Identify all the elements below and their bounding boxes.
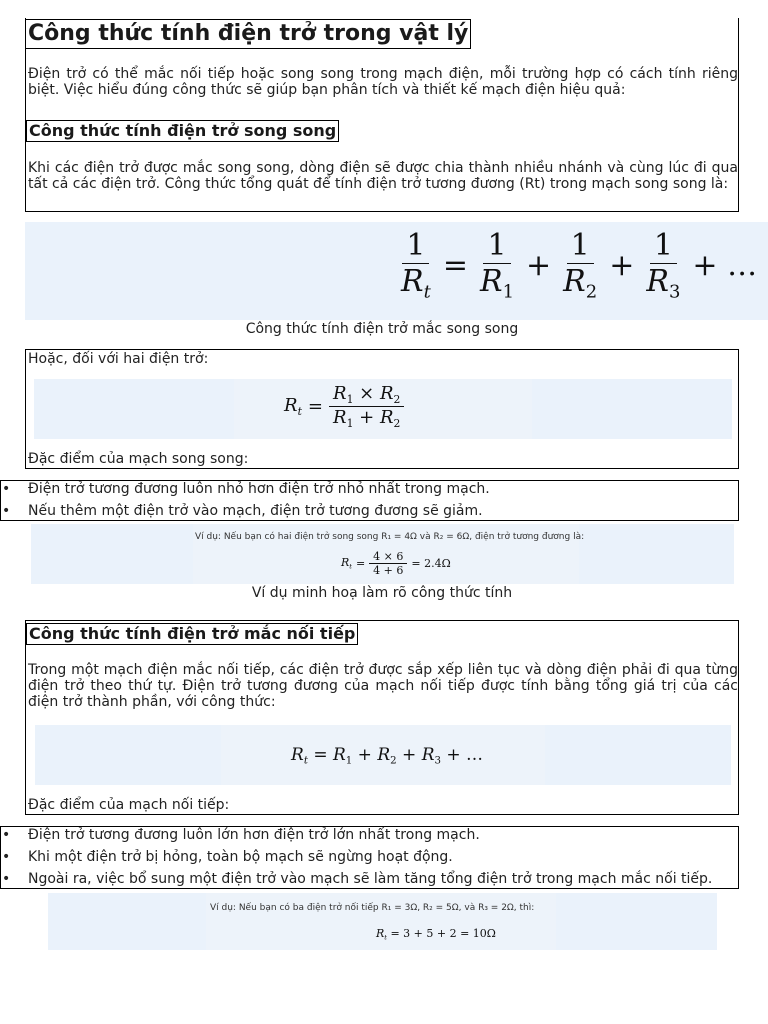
parallel-two-formula: $R_t$ = $\frac{R_1 \times R_2}{R_1 + R_2}$ (284, 383, 404, 430)
intro-paragraph: Điện trở có thể mắc nối tiếp hoặc song song trong mạch điện, mỗi trường hợp có cách tính riêng biệt. Việc hiểu đúng công thức sẽ giúp bạn phân tích và thiết kế mạch điện hiệu quả: (28, 66, 738, 98)
series-formula-image (35, 725, 731, 785)
parallel-example-formula: $R_t$ = $\frac{4 \times 6}{4 + 6}$ = 2.4Ω (341, 550, 451, 577)
list-item: • Điện trở tương đương luôn lớn hơn điện trở lớn nhất trong mạch. (0, 824, 712, 846)
parallel-example-caption: Ví dụ minh hoạ làm rõ công thức tính (251, 585, 513, 601)
series-example-text: Ví dụ: Nếu bạn có ba điện trở nối tiếp R₁ = 3Ω, R₂ = 5Ω, và R₃ = 2Ω, thì: (210, 903, 535, 913)
parallel-features-list (0, 478, 490, 522)
parallel-example-text: Ví dụ: Nếu bạn có hai điện trở song song R₁ = 4Ω và R₂ = 6Ω, điện trở tương đương là: (195, 532, 585, 542)
list-item: • Ngoài ra, việc bổ sung một điện trở vào mạch sẽ làm tăng tổng điện trở trong mạch mắc nối tiếp. (0, 868, 712, 890)
list-item: • Điện trở tương đương luôn nhỏ hơn điện trở nhỏ nhất trong mạch. (0, 478, 490, 500)
series-section (25, 620, 739, 815)
parallel-formula-image (25, 222, 768, 320)
series-example-image (48, 893, 717, 950)
parallel-general-formula: $\frac{1}{R_t}$ = $\frac{1}{R_1}$ + $\frac{1}{R_2}$ + $\frac{1}{R_3}$ + … (401, 228, 758, 303)
intro-section (25, 18, 739, 212)
series-example-formula: $R_t = 3 + 5 + 2 = 10\Omega$ (376, 927, 496, 942)
series-features-label: Đặc điểm của mạch nối tiếp: (28, 797, 230, 813)
parallel-example-image (31, 524, 734, 584)
parallel-two-formula-image (34, 379, 732, 439)
series-paragraph: Trong một mạch điện mắc nối tiếp, các điện trở được sắp xếp liên tục và dòng điện phải đi qua từng điện trở theo thứ tự. Điện trở tương đương của mạch nối tiếp được tính bằng tổng giá trị của các điện trở thành phần, với công thức: (28, 662, 738, 710)
parallel-features-label: Đặc điểm của mạch song song: (28, 451, 249, 467)
list-item: • Khi một điện trở bị hỏng, toàn bộ mạch sẽ ngừng hoạt động. (0, 846, 712, 868)
series-heading: Công thức tính điện trở mắc nối tiếp (26, 623, 358, 645)
list-item: • Nếu thêm một điện trở vào mạch, điện trở tương đương sẽ giảm. (0, 500, 490, 522)
series-general-formula: $R_t = R_1 + R_2 + R_3$ + … (291, 745, 484, 767)
parallel-two-label: Hoặc, đối với hai điện trở: (28, 351, 209, 367)
parallel-two-resistor-section (25, 349, 739, 469)
parallel-heading: Công thức tính điện trở song song (26, 120, 339, 142)
parallel-formula-caption: Công thức tính điện trở mắc song song (245, 321, 519, 337)
page-title: Công thức tính điện trở trong vật lý (25, 19, 471, 49)
series-features-list (0, 824, 712, 890)
parallel-paragraph: Khi các điện trở được mắc song song, dòng điện sẽ được chia thành nhiều nhánh và cùng lúc đi qua tất cả các điện trở. Công thức tổng quát để tính điện trở tương đương (Rt) trong mạch song song là: (28, 160, 738, 192)
